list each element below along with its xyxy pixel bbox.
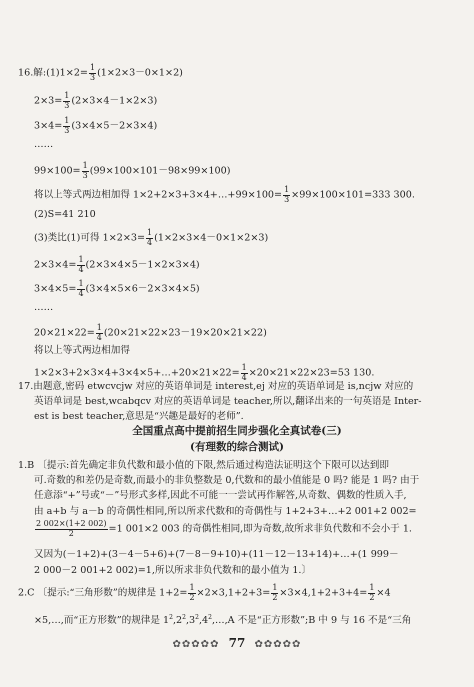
q2-line1: 2.C 〔提示:“三角形数”的规律是 1+2= $\frac{1}{2}$ ×2×3,1+2+3= $\frac{1}{2}$ ×3×4,1+2+3+4= $\frac{1}{2}$ ×4 (18, 583, 391, 602)
sol16-line13: 将以上等式两边相加得 (34, 345, 130, 356)
q1-line2: 可.奇数的和差仍是奇数,而最小的非负整数是 0,代数和的最小值能是 0 吗? 能是 1 吗? 由于 (34, 475, 420, 486)
ellipsis: …… (34, 139, 54, 150)
q2-line2: ×5,…,而“正方形数”的规律是 $1^2,2^2,3^2,4^2,\dots,A$ 不是“正方形数”;B 中 9 与 16 不是“三角 (34, 614, 412, 626)
sol17-line1: 17.由题意,密码 etwcvcjw 对应的英语单词是 interest,ej 对应的英语单词是 is,ncjw 对应的 (18, 381, 414, 392)
flower-ornament-icon: ✿✿✿✿✿ (172, 639, 220, 650)
fraction: $\frac{1}{3}$ (89, 63, 96, 82)
sol16-line1: 16.解:(1)1×2= $\frac{1}{3}$ (1×2×3－0×1×2) (18, 63, 183, 82)
sol16-line14: 1×2×3+2×3×4+3×4×5+…+20×21×22= $\frac{1}{4}$ ×20×21×22×23=53 130. (34, 363, 375, 382)
fraction: $\frac{1}{2}$ (272, 583, 278, 602)
sol16-line5: 99×100= $\frac{1}{3}$ (99×100×101－98×99×100) (34, 161, 231, 180)
q1-line1: 1.B 〔提示:首先确定非负代数和最小值的下限,然后通过构造法证明这个下限可以达到即 (18, 460, 389, 471)
fraction: $\frac{1}{4}$ (78, 279, 84, 298)
section-title: 全国重点高中提前招生同步强化全真试卷(三) (132, 425, 342, 437)
sol16-line2: 2×3= $\frac{1}{3}$ (2×3×4－1×2×3) (34, 91, 158, 110)
sol16-line10: 3×4×5= $\frac{1}{4}$ (3×4×5×6－2×3×4×5) (34, 279, 200, 298)
fraction: $\frac{1}{2}$ (369, 583, 375, 602)
fraction: $\frac{1}{3}$ (82, 161, 88, 180)
sol16-line12: 20×21×22= $\frac{1}{4}$ (20×21×22×23－19×20×21×22) (34, 323, 267, 342)
sol16-part3: (3)类比(1)可得 1×2×3= $\frac{1}{4}$ (1×2×3×4－0×1×2×3) (34, 228, 269, 247)
sol16-line3: 3×4= $\frac{1}{3}$ (3×4×5－2×3×4) (34, 116, 158, 135)
q1-line4: 由 a+b 与 a－b 的奇偶性相同,所以所求代数和的奇偶性与 1+2+3+…+2 001+2 002= (34, 506, 417, 517)
fraction: $\frac{1}{4}$ (96, 323, 102, 342)
ellipsis: …… (34, 302, 54, 313)
sol16-part2: (2)S=41 210 (34, 209, 96, 220)
sol17-line3: est is best teacher,意思是“兴趣是最好的老师”. (34, 411, 244, 422)
fraction: $\frac{1}{4}$ (241, 363, 247, 382)
fraction: $\frac{2 002\times(1+2 002)}{2}$ (36, 519, 107, 538)
page-footer (0, 636, 474, 650)
q1-line6: 又因为(－1+2)+(3－4－5+6)+(7－8－9+10)+(11－12－13+14)+…+(1 999－ (34, 549, 399, 560)
q1-line7: 2 000－2 001+2 002)=1,所以所求非负代数和的最小值为 1.〕 (34, 565, 312, 576)
fraction: $\frac{1}{3}$ (64, 91, 70, 110)
fraction: $\frac{1}{2}$ (189, 583, 195, 602)
fraction: $\frac{1}{3}$ (64, 116, 70, 135)
page-number: 77 (228, 636, 246, 650)
fraction: $\frac{1}{4}$ (147, 228, 153, 247)
sol17-line2: 英语单词是 best,wcabqcv 对应的英语单词是 teacher,所以,翻译出来的一句英语是 Inter- (34, 396, 422, 407)
sol16-line6: 将以上等式两边相加得 1×2+2×3+3×4+…+99×100= $\frac{1}{3}$ ×99×100×101=333 300. (34, 185, 415, 204)
sol16-line9: 2×3×4= $\frac{1}{4}$ (2×3×4×5－1×2×3×4) (34, 255, 200, 274)
section-subtitle: (有理数的综合测试) (190, 441, 284, 453)
fraction: $\frac{1}{3}$ (284, 185, 290, 204)
flower-ornament-icon: ✿✿✿✿✿ (254, 639, 302, 650)
q1-line3: 任意添“+”号或“－”号形式多样,因此不可能一一尝试再作解答,从奇数、偶数的性质入手, (34, 490, 407, 501)
fraction: $\frac{1}{4}$ (78, 255, 84, 274)
q1-line5: $\frac{2 002\times(1+2 002)}{2}$ =1 001×2 003 的奇偶性相同,即为奇数,故所求非负代数和不会小于 1. (36, 519, 412, 538)
